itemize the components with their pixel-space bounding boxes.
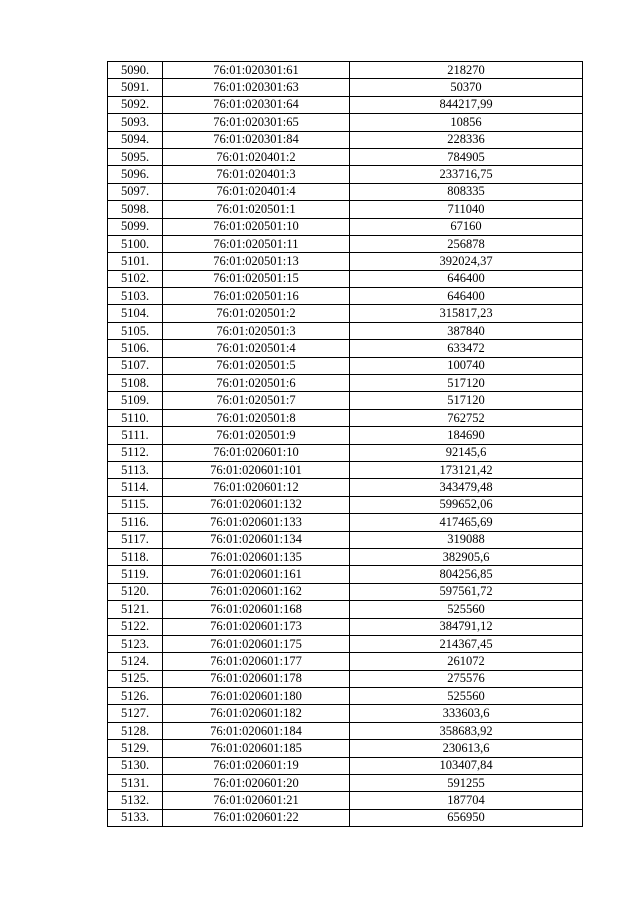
row-number-cell: 5126. [108, 688, 163, 705]
cadastral-number-cell: 76:01:020601:168 [163, 601, 350, 618]
cadastral-value-cell: 711040 [350, 201, 583, 218]
row-number-cell: 5108. [108, 375, 163, 392]
table-row [108, 148, 583, 165]
cadastral-value-cell: 228336 [350, 131, 583, 148]
table-row [108, 340, 583, 357]
cadastral-number-cell: 76:01:020501:6 [163, 375, 350, 392]
table-row [108, 548, 583, 565]
cadastral-number-cell: 76:01:020601:20 [163, 775, 350, 792]
row-number-cell: 5106. [108, 340, 163, 357]
row-number-cell: 5105. [108, 322, 163, 339]
table-row [108, 270, 583, 287]
table-row [108, 235, 583, 252]
cadastral-number-cell: 76:01:020601:12 [163, 479, 350, 496]
row-number-cell: 5124. [108, 653, 163, 670]
row-number-cell: 5096. [108, 166, 163, 183]
table-row [108, 392, 583, 409]
cadastral-value-cell: 517120 [350, 375, 583, 392]
row-number-cell: 5118. [108, 548, 163, 565]
row-number-cell: 5094. [108, 131, 163, 148]
cadastral-value-cell: 315817,23 [350, 305, 583, 322]
cadastral-number-cell: 76:01:020401:2 [163, 148, 350, 165]
table-row [108, 566, 583, 583]
cadastral-number-cell: 76:01:020501:13 [163, 253, 350, 270]
cadastral-number-cell: 76:01:020601:19 [163, 757, 350, 774]
row-number-cell: 5129. [108, 740, 163, 757]
cadastral-value-cell: 525560 [350, 601, 583, 618]
cadastral-value-cell: 92145,6 [350, 444, 583, 461]
row-number-cell: 5102. [108, 270, 163, 287]
row-number-cell: 5132. [108, 792, 163, 809]
cadastral-number-cell: 76:01:020501:4 [163, 340, 350, 357]
cadastral-value-cell: 762752 [350, 409, 583, 426]
cadastral-number-cell: 76:01:020601:21 [163, 792, 350, 809]
row-number-cell: 5117. [108, 531, 163, 548]
cadastral-value-cell: 591255 [350, 775, 583, 792]
table-row [108, 809, 583, 826]
cadastral-value-cell: 100740 [350, 357, 583, 374]
table-row [108, 670, 583, 687]
table-row [108, 740, 583, 757]
cadastral-number-cell: 76:01:020401:3 [163, 166, 350, 183]
cadastral-value-cell: 387840 [350, 322, 583, 339]
row-number-cell: 5114. [108, 479, 163, 496]
cadastral-number-cell: 76:01:020601:162 [163, 583, 350, 600]
cadastral-number-cell: 76:01:020601:22 [163, 809, 350, 826]
cadastral-value-cell: 646400 [350, 270, 583, 287]
row-number-cell: 5093. [108, 114, 163, 131]
cadastral-number-cell: 76:01:020501:16 [163, 288, 350, 305]
cadastral-number-cell: 76:01:020601:175 [163, 635, 350, 652]
cadastral-value-cell: 187704 [350, 792, 583, 809]
table-row [108, 757, 583, 774]
cadastral-value-cell: 599652,06 [350, 496, 583, 513]
cadastral-value-cell: 184690 [350, 427, 583, 444]
cadastral-number-cell: 76:01:020601:177 [163, 653, 350, 670]
row-number-cell: 5099. [108, 218, 163, 235]
row-number-cell: 5101. [108, 253, 163, 270]
table-row [108, 775, 583, 792]
cadastral-value-cell: 256878 [350, 235, 583, 252]
table-row [108, 705, 583, 722]
table-row [108, 635, 583, 652]
table-row [108, 253, 583, 270]
cadastral-value-cell: 384791,12 [350, 618, 583, 635]
row-number-cell: 5122. [108, 618, 163, 635]
table-row [108, 305, 583, 322]
table-row [108, 166, 583, 183]
table-row [108, 62, 583, 79]
table-row [108, 79, 583, 96]
cadastral-number-cell: 76:01:020601:133 [163, 514, 350, 531]
table-row [108, 288, 583, 305]
table-row [108, 618, 583, 635]
row-number-cell: 5098. [108, 201, 163, 218]
cadastral-value-cell: 67160 [350, 218, 583, 235]
row-number-cell: 5119. [108, 566, 163, 583]
cadastral-number-cell: 76:01:020501:7 [163, 392, 350, 409]
cadastral-number-cell: 76:01:020301:61 [163, 62, 350, 79]
cadastral-value-cell: 230613,6 [350, 740, 583, 757]
row-number-cell: 5116. [108, 514, 163, 531]
cadastral-number-cell: 76:01:020601:185 [163, 740, 350, 757]
table-body [108, 62, 583, 827]
table-row [108, 722, 583, 739]
cadastral-value-cell: 50370 [350, 79, 583, 96]
cadastral-number-cell: 76:01:020601:182 [163, 705, 350, 722]
cadastral-value-cell: 233716,75 [350, 166, 583, 183]
cadastral-number-cell: 76:01:020501:5 [163, 357, 350, 374]
cadastral-number-cell: 76:01:020301:65 [163, 114, 350, 131]
cadastral-value-cell: 633472 [350, 340, 583, 357]
cadastral-value-cell: 173121,42 [350, 461, 583, 478]
table-row [108, 201, 583, 218]
cadastral-value-cell: 597561,72 [350, 583, 583, 600]
row-number-cell: 5113. [108, 461, 163, 478]
row-number-cell: 5092. [108, 96, 163, 113]
cadastral-number-cell: 76:01:020501:3 [163, 322, 350, 339]
cadastral-value-cell: 214367,45 [350, 635, 583, 652]
row-number-cell: 5131. [108, 775, 163, 792]
table-row [108, 375, 583, 392]
table-row [108, 653, 583, 670]
cadastral-number-cell: 76:01:020501:2 [163, 305, 350, 322]
table-row [108, 322, 583, 339]
cadastral-value-cell: 392024,37 [350, 253, 583, 270]
row-number-cell: 5110. [108, 409, 163, 426]
cadastral-value-cell: 333603,6 [350, 705, 583, 722]
cadastral-number-cell: 76:01:020501:9 [163, 427, 350, 444]
cadastral-value-cell: 656950 [350, 809, 583, 826]
cadastral-number-cell: 76:01:020301:64 [163, 96, 350, 113]
table-row [108, 461, 583, 478]
cadastral-value-cell: 319088 [350, 531, 583, 548]
row-number-cell: 5130. [108, 757, 163, 774]
table-row [108, 496, 583, 513]
row-number-cell: 5100. [108, 235, 163, 252]
row-number-cell: 5128. [108, 722, 163, 739]
cadastral-value-cell: 844217,99 [350, 96, 583, 113]
row-number-cell: 5107. [108, 357, 163, 374]
cadastral-value-cell: 10856 [350, 114, 583, 131]
row-number-cell: 5103. [108, 288, 163, 305]
table-row [108, 409, 583, 426]
cadastral-value-table [107, 61, 583, 827]
cadastral-number-cell: 76:01:020601:132 [163, 496, 350, 513]
row-number-cell: 5097. [108, 183, 163, 200]
table-row [108, 688, 583, 705]
cadastral-number-cell: 76:01:020601:135 [163, 548, 350, 565]
table-row [108, 479, 583, 496]
row-number-cell: 5091. [108, 79, 163, 96]
cadastral-number-cell: 76:01:020601:178 [163, 670, 350, 687]
row-number-cell: 5090. [108, 62, 163, 79]
table-row [108, 357, 583, 374]
row-number-cell: 5112. [108, 444, 163, 461]
row-number-cell: 5115. [108, 496, 163, 513]
cadastral-value-cell: 261072 [350, 653, 583, 670]
cadastral-number-cell: 76:01:020601:173 [163, 618, 350, 635]
cadastral-value-cell: 517120 [350, 392, 583, 409]
cadastral-value-cell: 218270 [350, 62, 583, 79]
cadastral-number-cell: 76:01:020501:8 [163, 409, 350, 426]
cadastral-number-cell: 76:01:020601:180 [163, 688, 350, 705]
cadastral-value-cell: 103407,84 [350, 757, 583, 774]
table-row [108, 114, 583, 131]
table-row [108, 601, 583, 618]
table-row [108, 427, 583, 444]
table-row [108, 583, 583, 600]
cadastral-value-cell: 808335 [350, 183, 583, 200]
cadastral-number-cell: 76:01:020301:84 [163, 131, 350, 148]
row-number-cell: 5127. [108, 705, 163, 722]
cadastral-value-cell: 417465,69 [350, 514, 583, 531]
cadastral-value-cell: 525560 [350, 688, 583, 705]
cadastral-value-cell: 804256,85 [350, 566, 583, 583]
cadastral-number-cell: 76:01:020601:134 [163, 531, 350, 548]
cadastral-value-cell: 343479,48 [350, 479, 583, 496]
table-row [108, 131, 583, 148]
cadastral-value-cell: 784905 [350, 148, 583, 165]
cadastral-number-cell: 76:01:020501:1 [163, 201, 350, 218]
table-row [108, 444, 583, 461]
cadastral-number-cell: 76:01:020401:4 [163, 183, 350, 200]
table-row [108, 514, 583, 531]
cadastral-value-cell: 358683,92 [350, 722, 583, 739]
row-number-cell: 5120. [108, 583, 163, 600]
row-number-cell: 5104. [108, 305, 163, 322]
table-row [108, 218, 583, 235]
cadastral-number-cell: 76:01:020501:15 [163, 270, 350, 287]
row-number-cell: 5133. [108, 809, 163, 826]
table-row [108, 96, 583, 113]
row-number-cell: 5111. [108, 427, 163, 444]
cadastral-value-cell: 275576 [350, 670, 583, 687]
cadastral-number-cell: 76:01:020601:10 [163, 444, 350, 461]
row-number-cell: 5095. [108, 148, 163, 165]
cadastral-number-cell: 76:01:020501:10 [163, 218, 350, 235]
row-number-cell: 5123. [108, 635, 163, 652]
cadastral-number-cell: 76:01:020301:63 [163, 79, 350, 96]
row-number-cell: 5109. [108, 392, 163, 409]
cadastral-number-cell: 76:01:020601:184 [163, 722, 350, 739]
row-number-cell: 5125. [108, 670, 163, 687]
table-row [108, 531, 583, 548]
table-row [108, 183, 583, 200]
table-row [108, 792, 583, 809]
cadastral-number-cell: 76:01:020601:161 [163, 566, 350, 583]
cadastral-value-cell: 646400 [350, 288, 583, 305]
row-number-cell: 5121. [108, 601, 163, 618]
cadastral-value-cell: 382905,6 [350, 548, 583, 565]
cadastral-number-cell: 76:01:020501:11 [163, 235, 350, 252]
cadastral-number-cell: 76:01:020601:101 [163, 461, 350, 478]
